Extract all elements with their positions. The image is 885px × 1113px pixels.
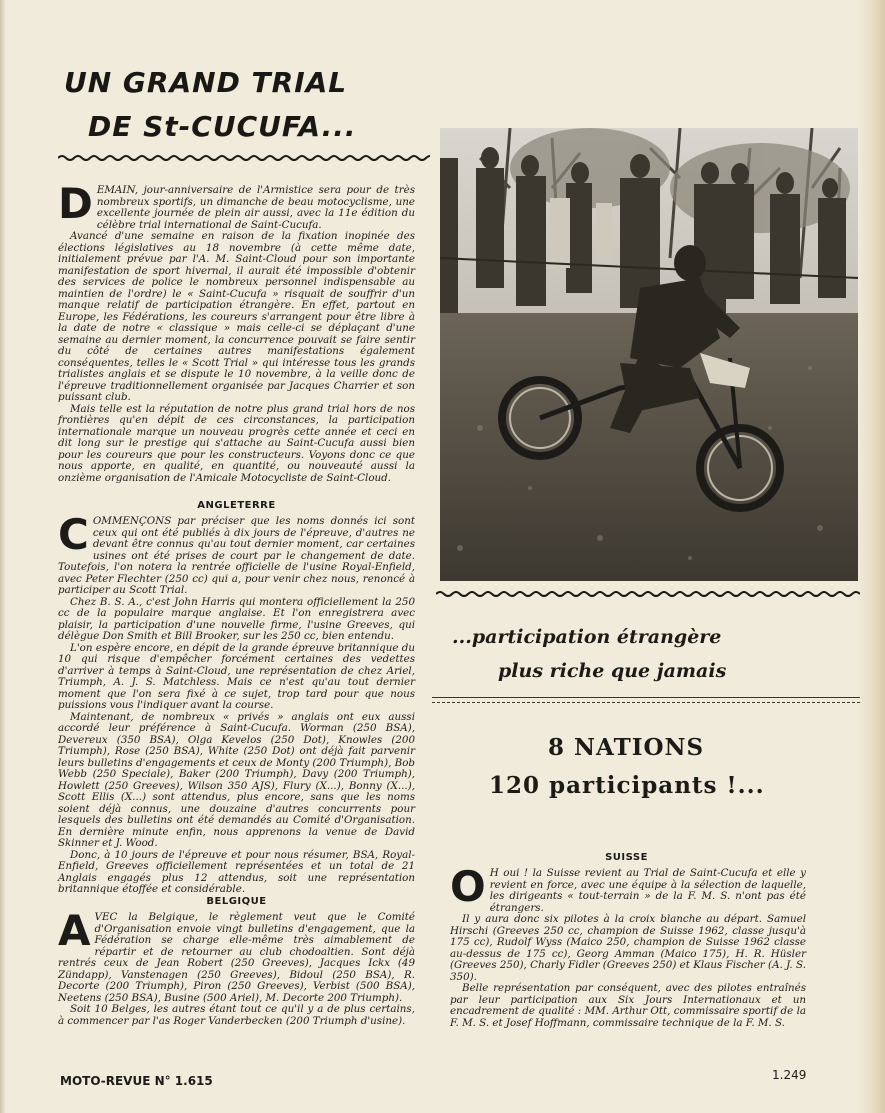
page-edge-right — [857, 0, 885, 1113]
angleterre-paragraph: Chez B. S. A., c'est John Harris qui montera officiellement la 250 cc de la populaire marque anglaise. Et l'on enregistrera avec plaisir, la participation d'une nouvelle firme, l'usine Greeves, qui délègue Don Smith et Bill Brooker, sur les 250 cc, bien entendu. — [58, 595, 415, 642]
suisse-article — [450, 862, 806, 1029]
footer-magazine-issue: MOTO-REVUE N° 1.615 — [60, 1074, 213, 1088]
section-title-belgique: BELGIQUE — [206, 896, 267, 907]
divider-line-dashed — [432, 702, 860, 704]
wavy-rule-left — [58, 154, 430, 162]
angleterre-article — [58, 510, 415, 896]
angleterre-paragraph: L'on espère encore, en dépit de la grande épreuve britannique du 10 qui risque d'empêcher forcément certaines des vedettes d'arriver à temps à Saint-Cloud, une représentation de chez Ariel, Triumph, A. J. S. Matchless. Mais ce n'est qu'au tout dernier moment que l'on sera fixé à ce sujet, trop tard pour que nous puissions vous l'indiquer avant la course. — [58, 641, 415, 711]
page-edge-left — [0, 0, 6, 1113]
angleterre-first-paragraph: OMMENÇONS par préciser que les noms donnés ici sont ceux qui ont été publiés à dix jours de l'épreuve, d'autres ne devant être connus qu'au tout dernier moment, car certaines usines ont été prises de court par le changement de date. Toutefois, l'on notera la rentrée officielle de l'usine Royal-Enfield, avec Peter Flechter (250 cc) qui a, pour venir chez nous, renoncé à participer au Scott Trial. — [58, 515, 415, 596]
headline-line-1: UN GRAND TRIAL — [64, 66, 348, 99]
divider-line — [432, 697, 860, 698]
angleterre-paragraph: Maintenant, de nombreux « privés » anglais ont eux aussi accordé leur préférence à Saint-Cucufa. Worman (250 BSA), Devereux (350 BSA), Olga Kevelos (250 Dot), Knowles (200 Triumph), Rose (250 BSA), White (250 Dot) ont déjà fait parvenir leurs bulletins d'engagements et ceux de Monty (200 Triumph), Bob Webb (250 Speciale), Baker (200 Triumph), Davy (200 Triumph), Howlett (250 Greeves), Wilson 350 AJS), Flury (X...), Bonny (X...), Scott Ellis (X...) sont attendus, plus encore, sans que les noms soient déjà connus, une douzaine d'autres concurrents pour lesquels des bulletins ont été demandés au Comité d'Organisation. En dernière minute enfin, nous apprenons la venue de David Skinner et J. Wood. — [58, 710, 415, 849]
stats-nations: 8 NATIONS — [548, 734, 705, 761]
intro-first-paragraph: EMAIN, jour-anniversaire de l'Armistice sera pour de très nombreux sportifs, un dimanche de beau motocyclisme, une excellente journée de plein air aussi, avec la 11e édition du célèbre trial international de Saint-Cucufa. — [96, 184, 415, 231]
intro-dropcap: D — [58, 179, 93, 228]
belgique-dropcap: A — [58, 906, 91, 955]
subtitle-line-2: plus riche que jamais — [498, 660, 727, 682]
suisse-dropcap: O — [450, 862, 486, 911]
suisse-first-paragraph: H oui ! la Suisse revient au Trial de Saint-Cucufa et elle y revient en force, avec une équipe à la sélection de laquelle, les dirigeants « tout-terrain » de la F. M. S. n'ont pas été étrangers. — [489, 867, 806, 914]
intro-paragraph: Mais telle est la réputation de notre plus grand trial hors de nos frontières qu'en dépit de ces circonstances, la participation internationale marque un nouveau progrès cette année et ceci en dit long sur le prestige qui s'attache au Saint-Cucufa aussi bien pour les coureurs que pour les constructeurs. Voyons donc ce que nous apporte, en qualité, en quantité, ou nouveauté aussi la onzième organisation de l'Amicale Motocycliste de Saint-Cloud. — [58, 402, 415, 484]
intro-paragraph: Avancé d'une semaine en raison de la fixation inopinée des élections législatives au 18 novembre (à cette même date, initialement prévue par l'A. M. Saint-Cloud pour son importante manifestation de sport hivernal, il aurait été impossible d'obtenir des services de police le nombreux personnel indispensable au maintien de l'ordre) le « Saint-Cucufa » risquait de souffrir d'un manque relatif de participation étrangère. En effet, partout en Europe, les Fédérations, les coureurs s'arrangent pour être libre à la date de notre « classique » mais celle-ci se déplaçant d'une semaine au dernier moment, la concurrence pouvait se faire sentir du côté de certaines autres manifestations également conséquentes, telles le « Scott Trial » qui intéresse tous les grands trialistes anglais et se dispute le 10 novembre, à la veille donc de l'épreuve traditionnellement organisée par Jacques Charrier et son puissant club. — [58, 230, 415, 403]
angleterre-paragraph: Donc, à 10 jours de l'épreuve et pour nous résumer, BSA, Royal-Enfield, Greeves officiellement représentées et un total de 21 Anglais engagés plus 12 attendus, soit une représentation britannique étoffée et considérable. — [58, 848, 415, 895]
stats-participants: 120 participants !... — [489, 772, 765, 799]
belgique-article — [58, 906, 415, 1027]
footer-page-number: 1.249 — [772, 1068, 807, 1082]
subtitle-line-1: ...participation étrangère — [452, 626, 722, 648]
trial-rider-photo — [440, 128, 858, 581]
angleterre-dropcap: C — [58, 510, 89, 559]
headline-line-2: DE St-CUCUFA... — [88, 110, 357, 143]
belgique-first-paragraph: VEC la Belgique, le règlement veut que le Comité d'Organisation envoie vingt bulletins d'engagement, que la Fédération se charge elle-même très aimablement de répartir et de retourner au club chodoaltien. Sont déjà rentrés ceux de Jean Robert (250 Greeves), Jacques Ickx (49 Zündapp), Vanstenagen (250 Greeves), Bidoul (250 BSA), R. Decorte (200 Triumph), Piron (250 Greeves), Verbist (500 BSA), Neetens (250 BSA), Busine (500 Ariel), M. Decorte 200 Triumph). — [58, 911, 415, 1004]
belgique-paragraph: Soit 10 Belges, les autres étant tout ce qu'il y a de plus certains, à commencer par l'as Roger Vanderbecken (200 Triumph d'usine). — [58, 1003, 415, 1027]
section-title-angleterre: ANGLETERRE — [197, 500, 276, 511]
intro-article — [58, 179, 415, 484]
section-title-suisse: SUISSE — [605, 852, 648, 863]
suisse-paragraph: Belle représentation par conséquent, avec des pilotes entraînés par leur participation aux Six Jours Internationaux et un encadrement de qualité : MM. Arthur Ott, commissaire sportif de la F. M. S. et Josef Hoffmann, commissaire technique de la F. M. S. — [450, 982, 806, 1029]
suisse-paragraph: Il y aura donc six pilotes à la croix blanche au départ. Samuel Hirschi (Greeves 250 cc, champion de Suisse 1962, classe jusqu'à 175 cc), Rudolf Wyss (Maico 250, champion de Suisse 1962 classe au-dessus de 175 cc), Georg Amman (Maico 175), H. R. Hüsler (Greeves 250), Charly Fidler (Greeves 250) et Klaus Fischer (A. J. S. 350). — [450, 913, 806, 983]
wavy-rule-right — [436, 590, 860, 598]
